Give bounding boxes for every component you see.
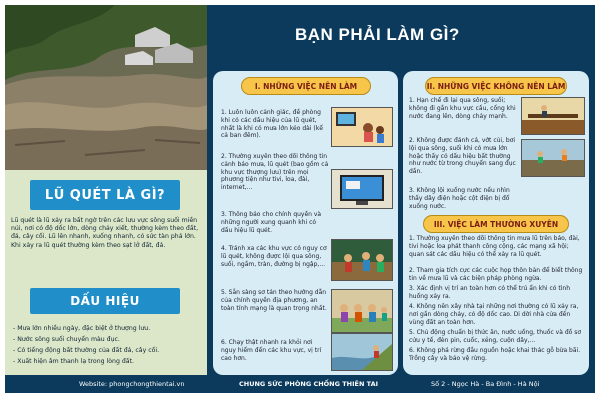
fishing-danger-illustration [521, 139, 585, 177]
signs-list [13, 323, 203, 367]
flood-poster [5, 5, 595, 393]
do-title: I. NHỮNG VIỆC NÊN LÀM [254, 81, 358, 91]
signs-title: DẤU HIỆU [70, 294, 140, 308]
flash-flood-definition: Lũ quét là lũ xảy ra bất ngờ trên các lưu vực sông suối miền núi, nơi có độ dốc lớn, dòng chảy xiết, thường kèm theo đất, đá, cây cối. Lũ lên nhanh, xuống nhanh, có sức tàn phá lớn. Khi xảy ra lũ quét thường kèm theo sạt lở đất, đá. [11, 217, 199, 249]
dont-title-pill [425, 77, 567, 95]
do-item: 6. Chạy thật nhanh ra khỏi nơi nguy hiểm đến các khu vực, vị trí cao hơn. [221, 339, 322, 362]
bridge-danger-illustration [521, 97, 585, 135]
what-is-flash-flood-banner [30, 180, 180, 210]
regular-item: 2. Tham gia tích cực các cuộc họp thôn bản để biết thông tin về mưa lũ và các biện pháp phòng ngừa. [409, 267, 583, 282]
dont-item: 2. Không được đánh cá, vớt củi, bơi lội qua sông, suối khi có mưa lớn hoặc thấy có dấu hiệu bất thường như nước từ trong chuyển sang đục dần. [409, 137, 516, 176]
regular-item: 4. Không nên xây nhà tại những nơi thường có lũ xảy ra, nơi gần dòng chảy, có độ dốc cao. Di dời nhà cửa đến vùng đất an toàn hơn. [409, 303, 579, 326]
dont-item: 1. Hạn chế đi lại qua sông, suối; không đi gần khu vực cầu, cống khi nước đang lên, dòng chảy mạnh. [409, 97, 516, 120]
evacuation-illustration [331, 289, 393, 333]
regular-item: 1. Thường xuyên theo dõi thông tin mưa lũ trên báo, đài, tivi hoặc loa phát thanh công cộng, các mạng xã hội; quan sát các dấu hiệu có thể xảy ra lũ quét. [409, 235, 580, 258]
slogan: CHUNG SỨC PHÒNG CHỐNG THIÊN TAI [239, 380, 379, 388]
do-item: 2. Thường xuyên theo dõi thông tin cảnh báo mưa, lũ quét (bao gồm cả khu vực thượng lưu) trên mọi phương tiện như tivi, loa, đài, internet,... [221, 153, 329, 192]
tv-news-illustration [331, 169, 393, 209]
do-item: 1. Luôn luôn cảnh giác, đề phòng khi có các dấu hiệu của lũ quét, nhất là khi có mưa lớn kéo dài (kể cả ban đêm). [221, 109, 323, 140]
regular-item: 6. Không phá rừng đầu nguồn hoặc khai thác gỗ bừa bãi. Trồng cây và bảo vệ rừng. [409, 347, 581, 362]
do-item: 3. Thông báo cho chính quyền và những người xung quanh khi có dấu hiệu lũ quét. [221, 211, 322, 234]
dont-item: 3. Không lội xuống nước nếu nhìn thấy dây điện hoặc cột điện bị đổ xuống nước. [409, 187, 510, 210]
what-is-flash-flood-title: LŨ QUÉT LÀ GÌ? [44, 187, 166, 203]
do-title-pill [241, 77, 371, 95]
page-title: BẠN PHẢI LÀM GÌ? [295, 25, 460, 44]
dont-title: II. NHỮNG VIỆC KHÔNG NÊN LÀM [426, 81, 566, 91]
regular-title: III. VIỆC LÀM THƯỜNG XUYÊN [433, 219, 559, 229]
signs-banner [30, 288, 180, 314]
family-watching-illustration [331, 107, 393, 147]
footer [5, 375, 595, 393]
sign-item: - Xuất hiện âm thanh lạ trong lòng đất. [13, 358, 134, 365]
address: Số 2 - Ngọc Hà - Ba Đình - Hà Nội [431, 380, 540, 388]
regular-title-pill [423, 215, 569, 233]
flood-photo [5, 5, 207, 170]
regular-item: 3. Xác định vị trí an toàn hơn có thể trú ẩn khi có tình huống xảy ra. [409, 285, 571, 300]
dont-and-regular-panel [403, 71, 589, 375]
do-item: 4. Tránh xa các khu vực có nguy cơ lũ quét, không được lội qua sông, suối, ngầm, tràn, đường bị ngập,... [221, 245, 327, 268]
left-column [5, 5, 207, 375]
website-link[interactable]: Website: phongchongthientai.vn [79, 380, 185, 388]
sign-item: - Mưa lớn nhiều ngày, đặc biệt ở thượng lưu. [13, 325, 151, 332]
regular-item: 5. Chủ động chuẩn bị thức ăn, nước uống, thuốc và đồ sơ cứu y tế, đèn pin, cuốc, xẻng, cuộn dây,... [409, 329, 581, 344]
do-panel [213, 71, 398, 375]
sign-item: - Nước sông suối chuyển màu đục. [13, 336, 120, 343]
running-to-higher-ground-illustration [331, 333, 393, 371]
river-crossing-illustration [331, 239, 393, 281]
do-item: 5. Sẵn sàng sơ tán theo hướng dẫn của chính quyền địa phương, an toàn tính mạng là quan trọng nhất. [221, 289, 327, 312]
sign-item: - Có tiếng động bất thường của đất đá, cây cối. [13, 347, 160, 354]
